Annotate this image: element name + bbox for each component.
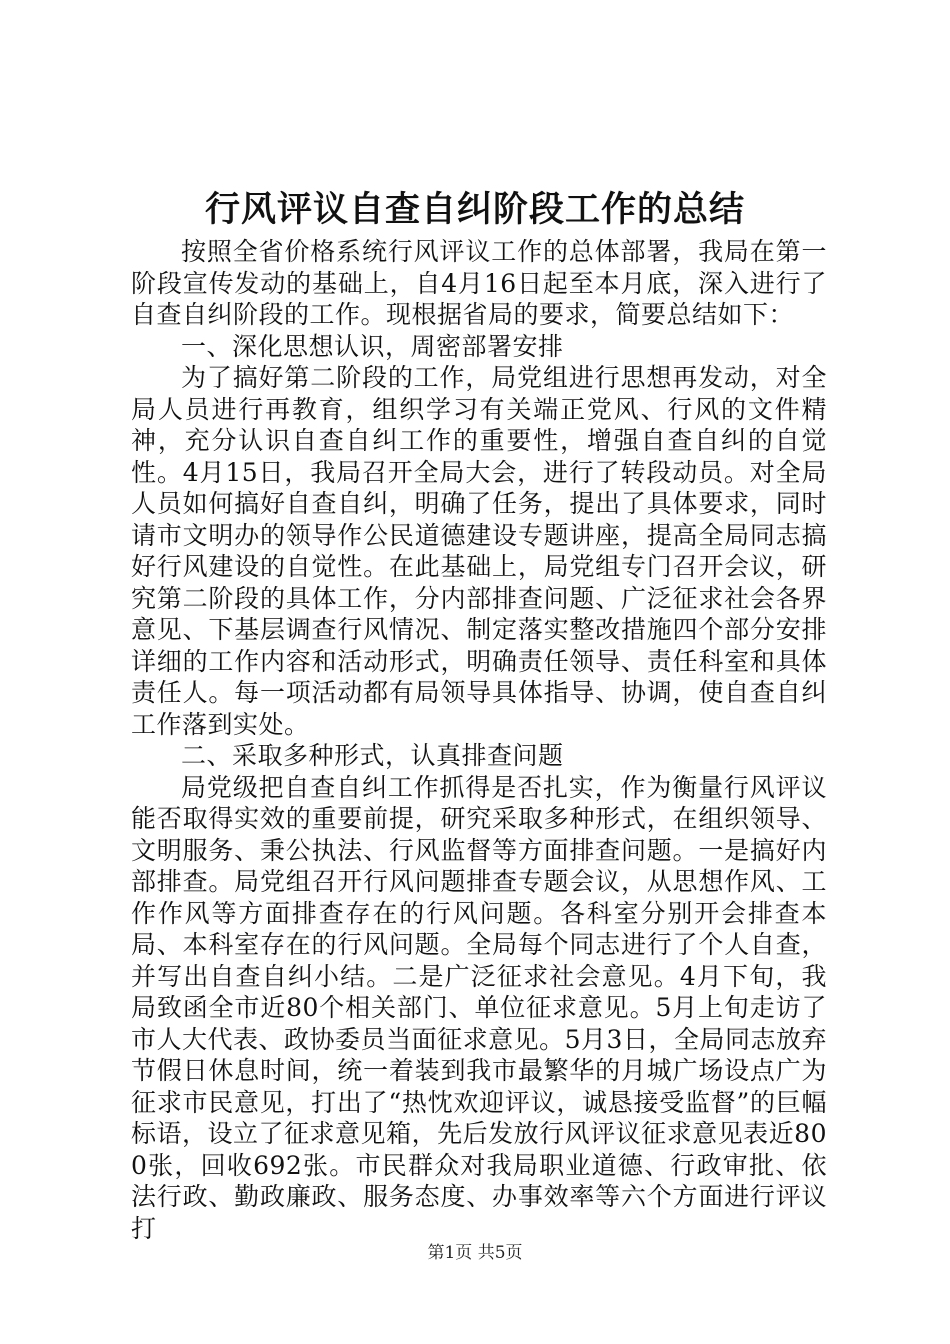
intro-paragraph: 按照全省价格系统行风评议工作的总体部署，我局在第一阶段宣传发动的基础上，自4月16日起至本月底，深入进行了自查自纠阶段的工作。现根据省局的要求，简要总结如下： bbox=[131, 237, 827, 329]
section-1-paragraph: 为了搞好第二阶段的工作，局党组进行思想再发动，对全局人员进行再教育，组织学习有关端正党风、行风的文件精神，充分认识自查自纠工作的重要性，增强自查自纠的自觉性。4月15日，我局召开全局大会，进行了转段动员。对全局人员如何搞好自查自纠，明确了任务，提出了具体要求，同时请市文明办的领导作公民道德建设专题讲座，提高全局同志搞好行风建设的自觉性。在此基础上，局党组专门召开会议，研究第二阶段的具体工作，分内部排查问题、广泛征求社会各界意见、下基层调查行风情况、制定落实整改措施四个部分安排详细的工作内容和活动形式，明确责任领导、责任科室和具体责任人。每一项活动都有局领导具体指导、协调，使自查自纠工作落到实处。 bbox=[131, 363, 827, 739]
section-heading-1: 一、深化思想认识，周密部署安排 bbox=[181, 331, 564, 361]
section-heading-2: 二、采取多种形式，认真排查问题 bbox=[181, 741, 564, 770]
section-2-paragraph: 局党级把自查自纠工作抓得是否扎实，作为衡量行风评议能否取得实效的重要前提，研究采取多种形式，在组织领导、文明服务、秉公执法、行风监督等方面排查问题。一是搞好内部排查。局党组召开行风问题排查专题会议，从思想作风、工作作风等方面排查存在的行风问题。各科室分别开会排查本局、本科室存在的行风问题。全局每个同志进行了个人自查，并写出自查自纠小结。二是广泛征求社会意见。4月下旬，我局致函全市近80个相关部门、单位征求意见。5月上旬走访了市人大代表、政协委员当面征求意见。5月3日，全局同志放弃节假日休息时间，统一着装到我市最繁华的月城广场设点广为征求市民意见，打出了“热忱欢迎评议，诚恳接受监督”的巨幅标语，设立了征求意见箱，先后发放行风评议征求意见表近800张，回收692张。市民群众对我局职业道德、行政审批、依法行政、勤政廉政、服务态度、办事效率等六个方面进行评议打 bbox=[131, 772, 827, 1243]
document-body bbox=[131, 236, 827, 1244]
page-number-footer: 第1页 共5页 bbox=[427, 1243, 523, 1263]
document-title: 行风评议自查自纠阶段工作的总结 bbox=[204, 189, 745, 230]
